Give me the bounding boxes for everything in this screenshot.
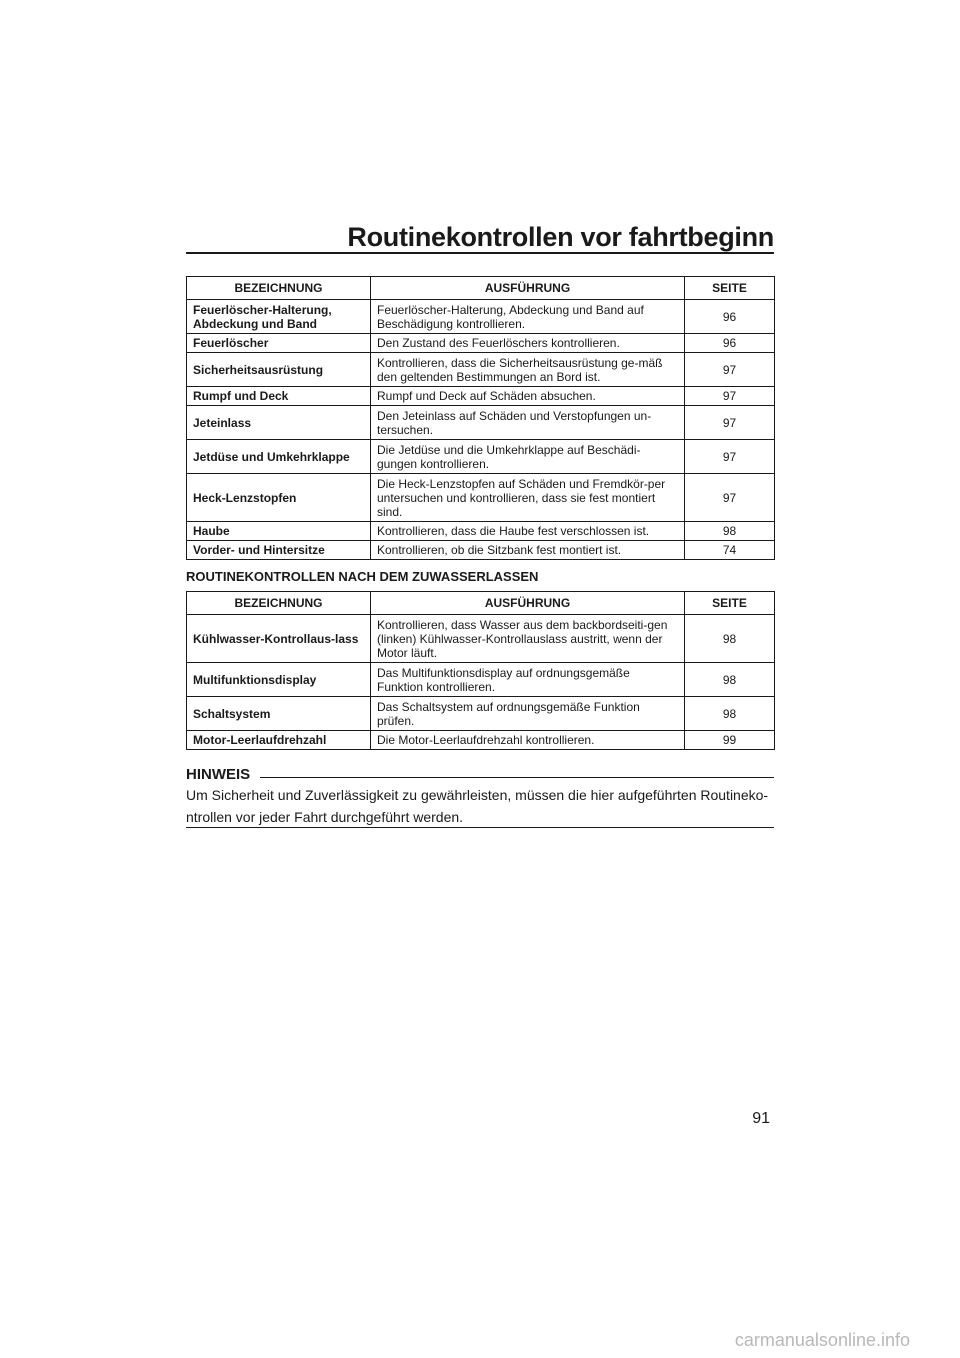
row-description: Das Schaltsystem auf ordnungsgemäße Funktion prüfen. xyxy=(371,697,685,731)
row-page: 99 xyxy=(685,731,775,750)
table-row xyxy=(187,615,775,663)
row-name: Vorder- und Hintersitze xyxy=(187,541,371,560)
post-launch-checklist-table xyxy=(186,591,775,750)
watermark[interactable]: carmanualsonline.info xyxy=(734,1330,910,1350)
row-description: Die Jetdüse und die Umkehrklappe auf Beschädi-gungen kontrollieren. xyxy=(371,440,685,474)
row-name: Feuerlöscher xyxy=(187,334,371,353)
note-label: HINWEIS xyxy=(186,766,254,783)
table-header-row xyxy=(187,277,775,300)
row-name: Jetdüse und Umkehrklappe xyxy=(187,440,371,474)
column-header-ausfuehrung: AUSFÜHRUNG xyxy=(371,592,685,615)
row-page: 98 xyxy=(685,615,775,663)
row-page: 97 xyxy=(685,353,775,387)
note-text: Um Sicherheit und Zuverlässigkeit zu gewährleisten, müssen die hier aufgeführten Routineko-ntrollen vor jeder Fahrt durchgeführt werden. xyxy=(186,787,769,825)
row-description: Rumpf und Deck auf Schäden absuchen. xyxy=(371,387,685,406)
table-row xyxy=(187,406,775,440)
row-name: Rumpf und Deck xyxy=(187,387,371,406)
row-page: 97 xyxy=(685,440,775,474)
row-description: Den Zustand des Feuerlöschers kontrollieren. xyxy=(371,334,685,353)
table-row xyxy=(187,334,775,353)
row-page: 74 xyxy=(685,541,775,560)
row-description: Kontrollieren, dass die Sicherheitsausrüstung ge-mäß den geltenden Bestimmungen an Bord ist. xyxy=(371,353,685,387)
row-description: Den Jeteinlass auf Schäden und Verstopfungen un-tersuchen. xyxy=(371,406,685,440)
row-name: Feuerlöscher-Halterung, Abdeckung und Band xyxy=(187,300,371,334)
row-name: Heck-Lenzstopfen xyxy=(187,474,371,522)
row-page: 98 xyxy=(685,697,775,731)
row-page: 96 xyxy=(685,300,775,334)
section-heading: ROUTINEKONTROLLEN NACH DEM ZUWASSERLASSEN xyxy=(186,569,539,584)
column-header-bezeichnung: BEZEICHNUNG xyxy=(187,592,371,615)
title-divider xyxy=(186,252,774,254)
column-header-bezeichnung: BEZEICHNUNG xyxy=(187,277,371,300)
row-name: Sicherheitsausrüstung xyxy=(187,353,371,387)
column-header-seite: SEITE xyxy=(685,277,775,300)
row-description: Die Heck-Lenzstopfen auf Schäden und Fremdkör-per untersuchen und kontrollieren, dass sie fest montiert sind. xyxy=(371,474,685,522)
row-description: Kontrollieren, dass Wasser aus dem backbordseiti-gen (linken) Kühlwasser-Kontrollauslass austritt, wenn der Motor läuft. xyxy=(371,615,685,663)
row-name: Jeteinlass xyxy=(187,406,371,440)
row-page: 97 xyxy=(685,474,775,522)
row-description: Das Multifunktionsdisplay auf ordnungsgemäße Funktion kontrollieren. xyxy=(371,663,685,697)
table-row xyxy=(187,440,775,474)
row-description: Kontrollieren, dass die Haube fest verschlossen ist. xyxy=(371,522,685,541)
table-row xyxy=(187,697,775,731)
note-top-rule xyxy=(260,777,774,778)
table-row xyxy=(187,522,775,541)
table-row xyxy=(187,731,775,750)
row-page: 97 xyxy=(685,406,775,440)
table-row xyxy=(187,663,775,697)
page-title: Routinekontrollen vor fahrtbeginn xyxy=(347,222,774,252)
column-header-seite: SEITE xyxy=(685,592,775,615)
note-bottom-rule xyxy=(186,827,774,828)
row-description: Feuerlöscher-Halterung, Abdeckung und Band auf Beschädigung kontrollieren. xyxy=(371,300,685,334)
row-name: Haube xyxy=(187,522,371,541)
row-page: 96 xyxy=(685,334,775,353)
row-page: 98 xyxy=(685,522,775,541)
pre-launch-checklist-table xyxy=(186,276,775,560)
row-name: Schaltsystem xyxy=(187,697,371,731)
column-header-ausfuehrung: AUSFÜHRUNG xyxy=(371,277,685,300)
table-row xyxy=(187,353,775,387)
row-page: 98 xyxy=(685,663,775,697)
table-row xyxy=(187,541,775,560)
row-description: Kontrollieren, ob die Sitzbank fest montiert ist. xyxy=(371,541,685,560)
row-description: Die Motor-Leerlaufdrehzahl kontrollieren. xyxy=(371,731,685,750)
table-row xyxy=(187,387,775,406)
page-number: 91 xyxy=(752,1110,770,1127)
row-page: 97 xyxy=(685,387,775,406)
table-row xyxy=(187,300,775,334)
table-row xyxy=(187,474,775,522)
row-name: Kühlwasser-Kontrollaus-lass xyxy=(187,615,371,663)
row-name: Motor-Leerlaufdrehzahl xyxy=(187,731,371,750)
row-name: Multifunktionsdisplay xyxy=(187,663,371,697)
table-header-row xyxy=(187,592,775,615)
